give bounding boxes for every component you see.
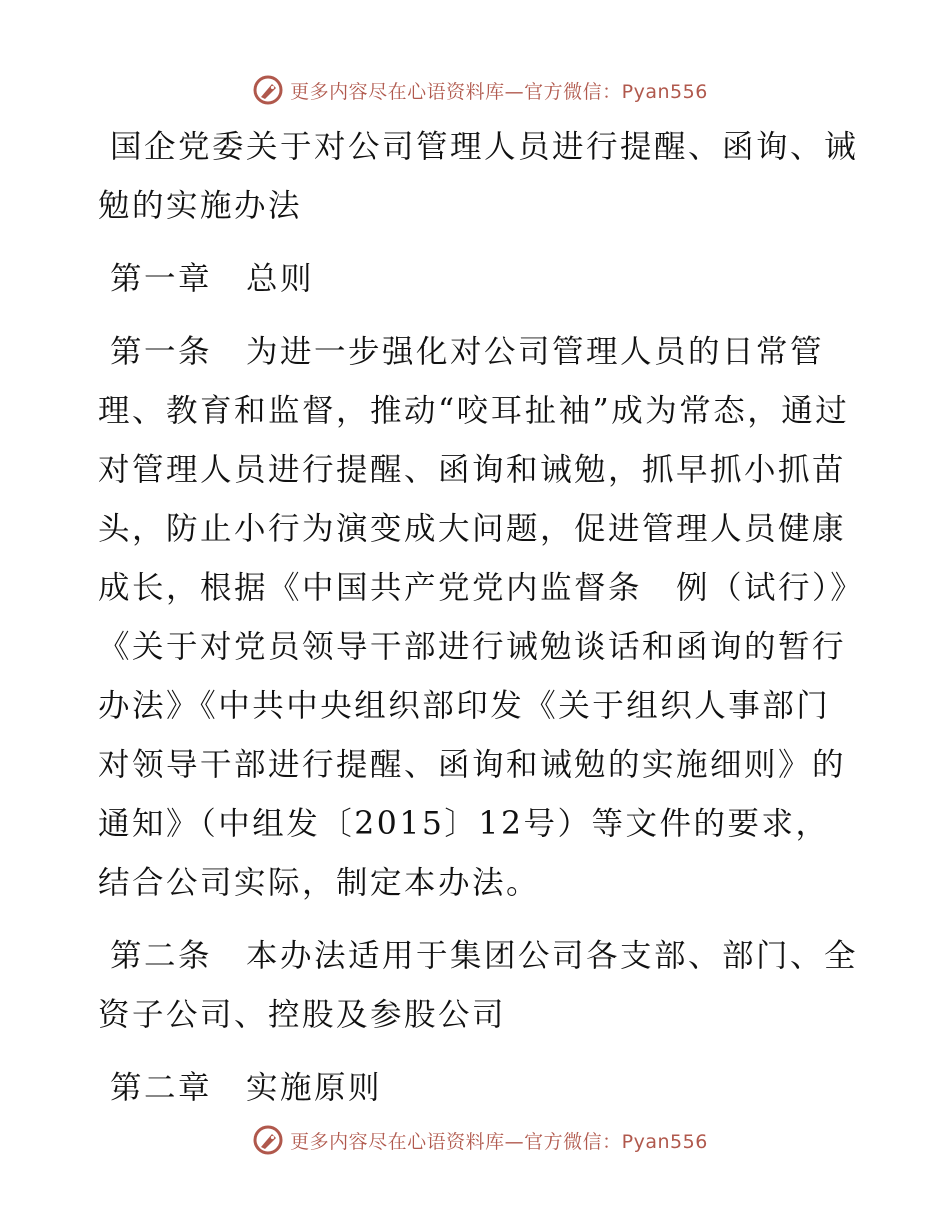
watermark-text: 更多内容尽在心语资料库—官方微信：Pyan556 bbox=[290, 1130, 708, 1153]
header-watermark-banner bbox=[0, 70, 950, 110]
article-1: 第一条 为进一步强化对公司管理人员的日常管理、教育和监督，推动“咬耳扯袖”成为常态，通过对管理人员进行提醒、函询和诫勉，抓早抓小抓苗头，防止小行为演变成大问题，促进管理人员健康成长，根据《中国共产党党内监督条 例（试行）》《关于对党员领导干部进行诫勉谈话和函询的暂行办法》《中共中央组织部印发《关于组织人事部门对领导干部进行提醒、函询和诫勉的实施细则》的通知》（中组发〔2015〕12号）等文件的要求，结合公司实际，制定本办法。 bbox=[98, 334, 850, 901]
chapter-heading-2: 第二章 实施原则 bbox=[110, 1070, 383, 1106]
pen-nib-circle-icon bbox=[252, 74, 284, 106]
watermark-text: 更多内容尽在心语资料库—官方微信：Pyan556 bbox=[290, 80, 708, 103]
document-title: 国企党委关于对公司管理人员进行提醒、函询、诫勉的实施办法 bbox=[98, 129, 859, 224]
article-2: 第二条 本办法适用于集团公司各支部、部门、全资子公司、控股及参股公司 bbox=[98, 938, 859, 1033]
chapter-heading-1: 第一章 总则 bbox=[110, 261, 315, 297]
pen-nib-circle-icon bbox=[252, 1124, 284, 1156]
watermark-group bbox=[252, 1124, 708, 1156]
watermark-group bbox=[252, 74, 708, 106]
footer-watermark-banner bbox=[0, 1120, 950, 1160]
document-body bbox=[98, 118, 858, 1118]
